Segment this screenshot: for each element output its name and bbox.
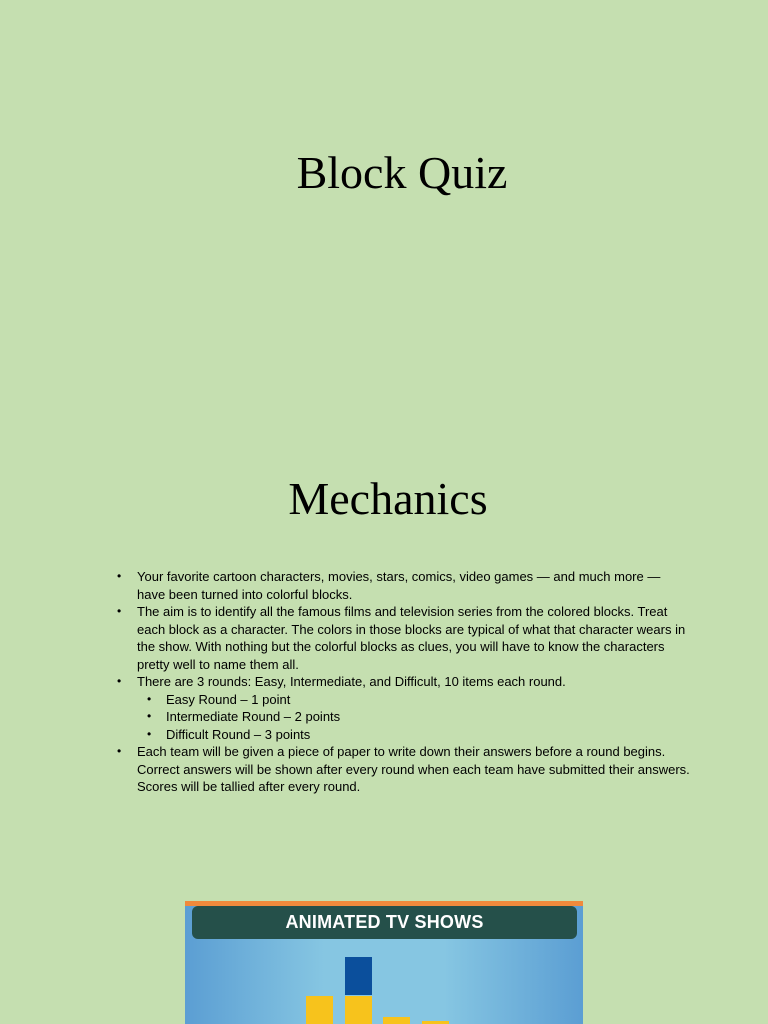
rounds-sub-list xyxy=(137,691,691,744)
animated-tv-shows-slide-image xyxy=(185,901,583,1024)
bullet-item: • The aim is to identify all the famous films and television series from the colored blocks. Treat each block as a character. The colors in those blocks are typical of what that character wears in the show. With nothing but the colorful blocks as clues, you will have to know the characters pretty well to name them all. xyxy=(116,603,691,673)
slide-title-block-quiz: Block Quiz xyxy=(296,147,508,198)
bullet-item xyxy=(116,673,691,743)
blue-block xyxy=(345,957,372,995)
sub-bullet-item: • Easy Round – 1 point xyxy=(137,691,691,709)
sub-bullet-item: • Intermediate Round – 2 points xyxy=(137,708,691,726)
bullet-item: • Each team will be given a piece of paper to write down their answers before a round begins. Correct answers will be shown after every round when each team have submitted their answers. Scores will be tallied after every round. xyxy=(116,743,691,796)
slide-title-mechanics: Mechanics xyxy=(288,473,488,524)
banner-animated-tv-shows: ANIMATED TV SHOWS xyxy=(192,906,577,939)
yellow-block xyxy=(383,1017,410,1024)
bullet-text: There are 3 rounds: Easy, Intermediate, and Difficult, 10 items each round. xyxy=(137,674,566,689)
mechanics-bullet-list xyxy=(116,568,691,796)
bullet-item: • Your favorite cartoon characters, movies, stars, comics, video games — and much more — have been turned into colorful blocks. xyxy=(116,568,691,603)
yellow-block xyxy=(345,996,372,1024)
yellow-block xyxy=(306,996,333,1024)
sub-bullet-item: • Difficult Round – 3 points xyxy=(137,726,691,744)
